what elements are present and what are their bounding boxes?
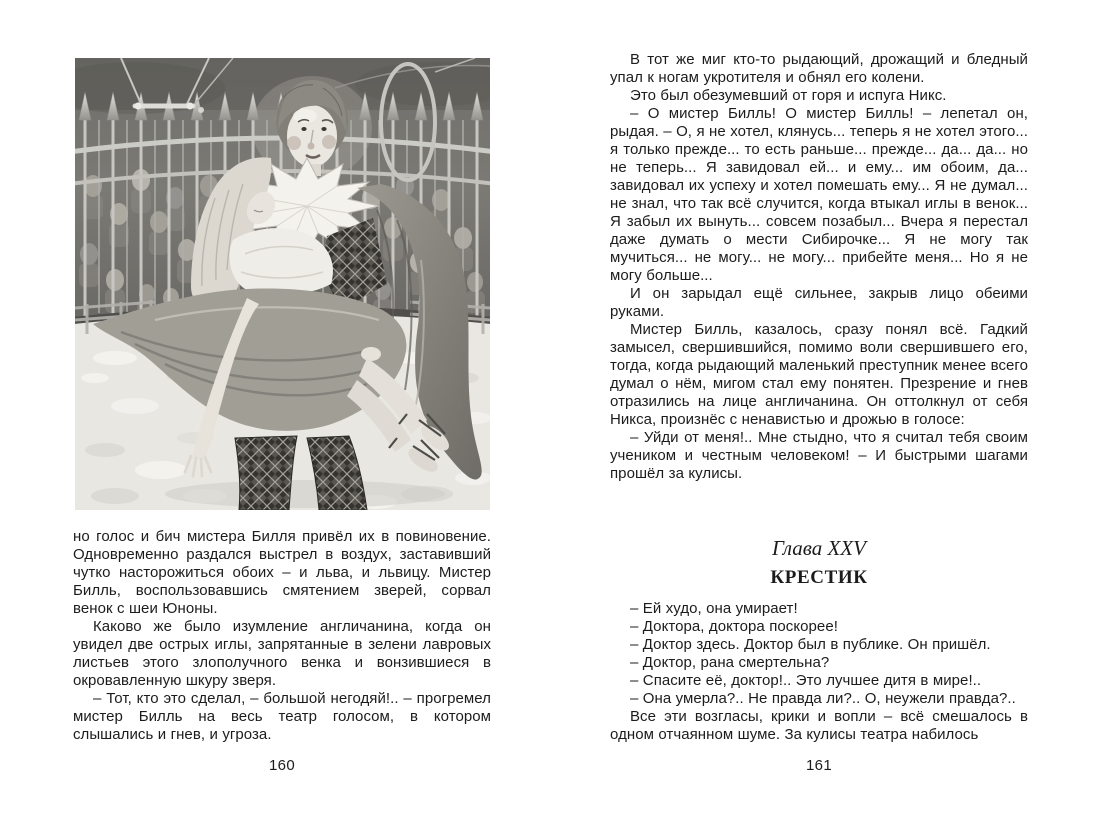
paragraph: Мистер Билль, казалось, сразу понял всё. Гадкий замысел, свершившийся, помимо воли свершившего его, тогда, когда рыдающий маленький преступник менее всего думал о нём, мигом стал ему понятен. Презрение и гнев отразились на лице англичанина. Он оттолкнул от себя Никса, произнёс с ненавистью и дрожью в голосе: bbox=[610, 321, 1028, 428]
page-number-left: 160 bbox=[269, 757, 295, 774]
dialogue-line: – Спасите её, доктор!.. Это лучшее дитя в мире!.. bbox=[630, 672, 982, 689]
chapter-title: КРЕСТИК bbox=[770, 567, 868, 588]
page-number-right: 161 bbox=[806, 757, 832, 774]
dialogue-line: – Доктор, рана смертельна? bbox=[630, 654, 830, 671]
dialogue-block bbox=[610, 600, 1028, 744]
dialogue-line: – Доктора, доктора поскорее! bbox=[630, 618, 838, 635]
circus-illustration bbox=[75, 58, 490, 510]
chapter-label: Глава XXV bbox=[772, 536, 866, 560]
left-text-block bbox=[73, 528, 491, 744]
circus-illustration-svg bbox=[75, 58, 490, 510]
paragraph: – О мистер Билль! О мистер Билль! – лепетал он, рыдая. – О, я не хотел, клянусь... теперь я не хотел этого... я только прежде... то есть раньше... прежде... да... да... но не теперь... Я завидовал ей... и ему... им обоим, да... завидовал их успеху и хотел помешать ему... Я не думал... не знал, что так всё случится, когда втыкал иглы в венок... Я забыл их вынуть... совсем позабыл... Вчера я перестал даже думать о мести Сибирочке... Я не могу так мучиться... не могу... не могу... прибейте меня... Но я не могу больше... bbox=[610, 105, 1028, 284]
chapter-heading bbox=[610, 536, 1028, 589]
paragraph: но голос и бич мистера Билля привёл их в повиновение. Одновременно раздался выстрел в воздух, заставивший чутко насторожиться обоих – и льва, и львицу. Мистер Билль, воспользовавшись смятением зверей, сорвал венок с шеи Юноны. bbox=[73, 528, 491, 617]
paragraph: Это был обезумевший от горя и испуга Никс. bbox=[630, 87, 947, 104]
dialogue-line: – Доктор здесь. Доктор был в публике. Он пришёл. bbox=[630, 636, 991, 653]
paragraph: Все эти возгласы, крики и вопли – всё смешалось в одном отчаянном шуме. За кулисы театра набилось bbox=[610, 708, 1028, 743]
paragraph: И он зарыдал ещё сильнее, закрыв лицо обеими руками. bbox=[610, 285, 1028, 320]
right-text-block bbox=[610, 51, 1028, 483]
paragraph: – Тот, кто это сделал, – большой негодяй!.. – прогремел мистер Билль на весь театр голосом, в котором слышались и гнев, и угроза. bbox=[73, 690, 491, 743]
paragraph: Каково же было изумление англичанина, когда он увидел две острых иглы, запрятанные в зелени лавровых листьев этого злополучного венка и вонзившиеся в окровавленную шкуру зверя. bbox=[73, 618, 491, 689]
paragraph: В тот же миг кто-то рыдающий, дрожащий и бледный упал к ногам укротителя и обнял его колени. bbox=[610, 51, 1028, 86]
paragraph: – Уйди от меня!.. Мне стыдно, что я считал тебя своим учеником и честным человеком! – И быстрыми шагами прошёл за кулисы. bbox=[610, 429, 1028, 482]
dialogue-line: – Она умерла?.. Не правда ли?.. О, неужели правда?.. bbox=[630, 690, 1016, 707]
dialogue-line: – Ей худо, она умирает! bbox=[630, 600, 798, 617]
floor-shadow bbox=[165, 480, 445, 508]
